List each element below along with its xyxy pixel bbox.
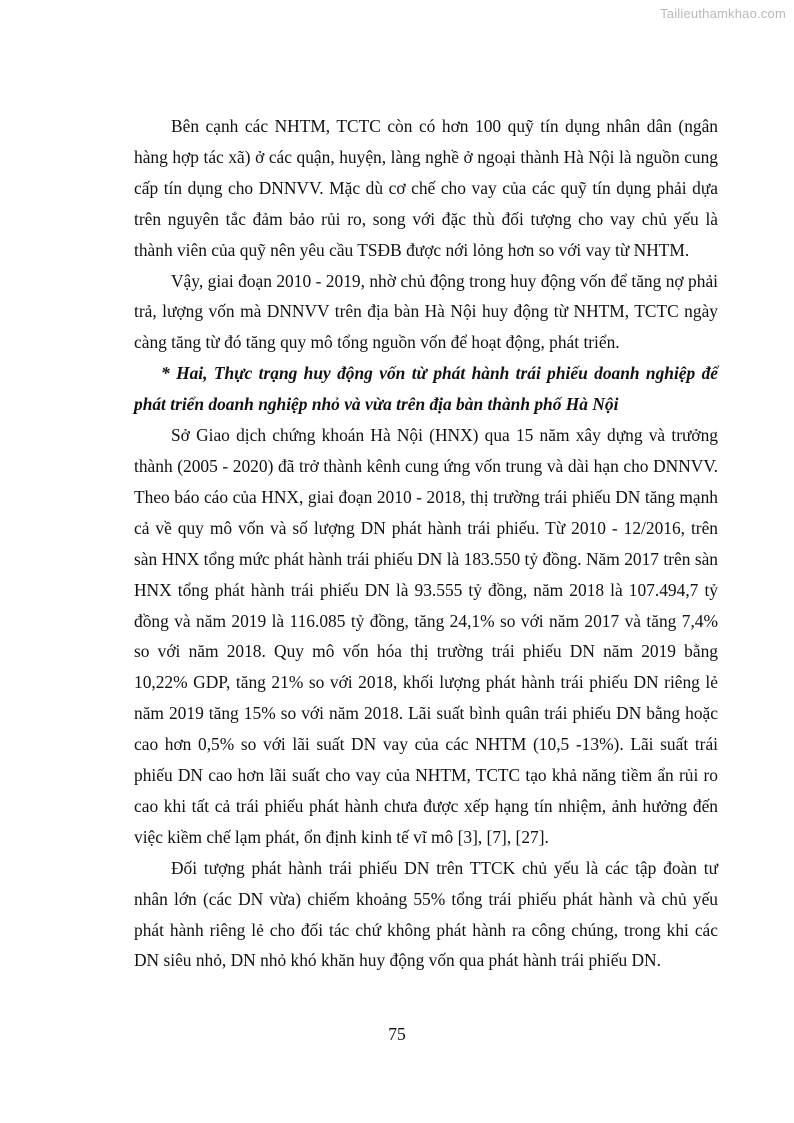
document-body	[134, 111, 718, 976]
paragraph-hnx: Sở Giao dịch chứng khoán Hà Nội (HNX) qua 15 năm xây dựng và trưởng thành (2005 - 2020) đã trở thành kênh cung ứng vốn trung và dài hạn cho DNNVV. Theo báo cáo của HNX, giai đoạn 2010 - 2018, thị trường trái phiếu DN tăng mạnh cả về quy mô vốn và số lượng DN phát hành trái phiếu. Từ 2010 - 12/2016, trên sàn HNX tổng mức phát hành trái phiếu DN là 183.550 tỷ đồng. Năm 2017 trên sàn HNX tổng phát hành trái phiếu DN là 93.555 tỷ đồng, năm 2018 là 107.494,7 tỷ đồng và năm 2019 là 116.085 tỷ đồng, tăng 24,1% so với năm 2017 và tăng 7,4% so với năm 2018. Quy mô vốn hóa thị trường trái phiếu DN năm 2019 bằng 10,22% GDP, tăng 21% so với 2018, khối lượng phát hành trái phiếu DN riêng lẻ năm 2019 tăng 15% so với năm 2018. Lãi suất bình quân trái phiếu DN bằng hoặc cao hơn 0,5% so với lãi suất DN vay của các NHTM (10,5 -13%). Lãi suất trái phiếu DN cao hơn lãi suất cho vay của NHTM, TCTC tạo khả năng tiềm ẩn rủi ro cao khi tất cả trái phiếu phát hành chưa được xếp hạng tín nhiệm, ảnh hưởng đến việc kiềm chế lạm phát, ổn định kinh tế vĩ mô [3], [7], [27].	[134, 425, 718, 847]
site-watermark: Tailieuthamkhao.com	[660, 6, 786, 21]
page-number: 75	[388, 1024, 406, 1044]
section-heading-bonds: * Hai, Thực trạng huy động vốn từ phát hành trái phiếu doanh nghiệp để phát triển doanh nghiệp nhỏ và vừa trên địa bàn thành phố Hà Nội	[134, 363, 718, 415]
paragraph-issuers: Đối tượng phát hành trái phiếu DN trên TTCK chủ yếu là các tập đoàn tư nhân lớn (các DN vừa) chiếm khoảng 55% tổng trái phiếu phát hành và chủ yếu phát hành riêng lẻ cho đối tác chứ không phát hành ra công chúng, trong khi các DN siêu nhỏ, DN nhỏ khó khăn huy động vốn qua phát hành trái phiếu DN.	[134, 857, 718, 971]
paragraph-summary: Vậy, giai đoạn 2010 - 2019, nhờ chủ động trong huy động vốn để tăng nợ phải trả, lượng vốn mà DNNVV trên địa bàn Hà Nội huy động từ NHTM, TCTC ngày càng tăng từ đó tăng quy mô tổng nguồn vốn để hoạt động, phát triển.	[134, 270, 718, 353]
paragraph-credit-funds: Bên cạnh các NHTM, TCTC còn có hơn 100 quỹ tín dụng nhân dân (ngân hàng hợp tác xã) ở các quận, huyện, làng nghề ở ngoại thành Hà Nội là nguồn cung cấp tín dụng cho DNNVV. Mặc dù cơ chế cho vay của các quỹ tín dụng phải dựa trên nguyên tắc đảm bảo rủi ro, song với đặc thù đối tượng cho vay chủ yếu là thành viên của quỹ nên yêu cầu TSĐB được nới lỏng hơn so với vay từ NHTM.	[134, 116, 718, 260]
